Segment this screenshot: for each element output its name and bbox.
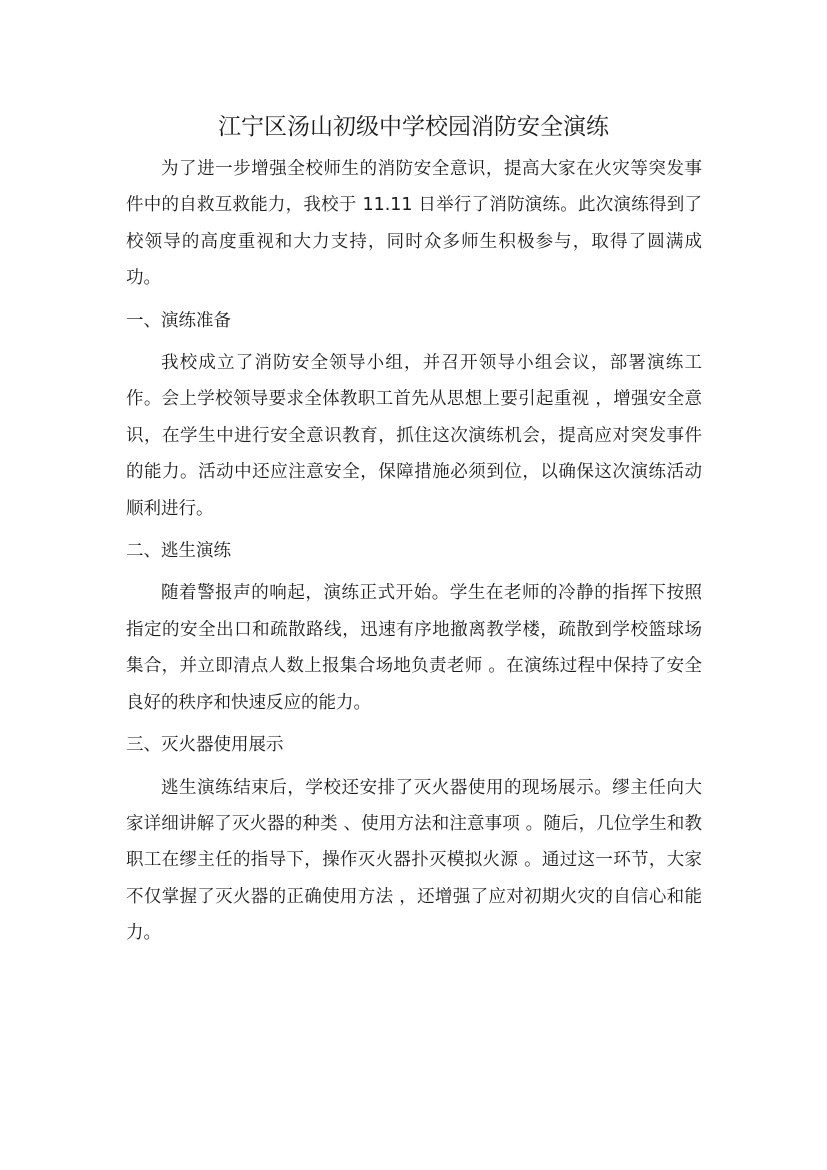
document-body: [126, 151, 702, 952]
document-title: 江宁区汤山初级中学校园消防安全演练: [218, 114, 609, 140]
section-heading-preparation: 一、演练准备: [126, 310, 231, 331]
section-text-extinguisher: 逃生演练结束后，学校还安排了灭火器使用的现场展示。缪主任向大家详细讲解了灭火器的种类 、使用方法和注意事项 。随后，几位学生和教职工在缪主任的指导下，操作灭火器扑灭模拟火源 。通过这一环节，大家不仅掌握了灭火器的正确使用方法 ，还增强了应对初期火灾的自信心和能力。: [126, 777, 702, 944]
section-heading-extinguisher: 三、灭火器使用展示: [126, 735, 284, 756]
section-text-evacuation: 随着警报声的响起，演练正式开始。学生在老师的冷静的指挥下按照指定的安全出口和疏散路线，迅速有序地撤离教学楼，疏散到学校篮球场集合，并立即清点人数上报集合场地负责老师 。在演练过程中保持了安全良好的秩序和快速反应的能力。: [126, 583, 702, 713]
section-text-preparation: 我校成立了消防安全领导小组，并召开领导小组会议，部署演练工作。会上学校领导要求全体教职工首先从思想上要引起重视 ，增强安全意识，在学生中进行安全意识教育，抓住这次演练机会，提高应对突发事件的能力。活动中还应注意安全，保障措施必须到位，以确保这次演练活动顺利进行。: [126, 353, 702, 519]
intro-paragraph: 为了进一步增强全校师生的消防安全意识，提高大家在火灾等突发事件中的自救互救能力，我校于 11.11 日举行了消防演练。此次演练得到了校领导的高度重视和大力支持，同时众多师生积极参与，取得了圆满成功。: [126, 159, 702, 289]
section-heading-evacuation: 二、逃生演练: [126, 541, 231, 562]
